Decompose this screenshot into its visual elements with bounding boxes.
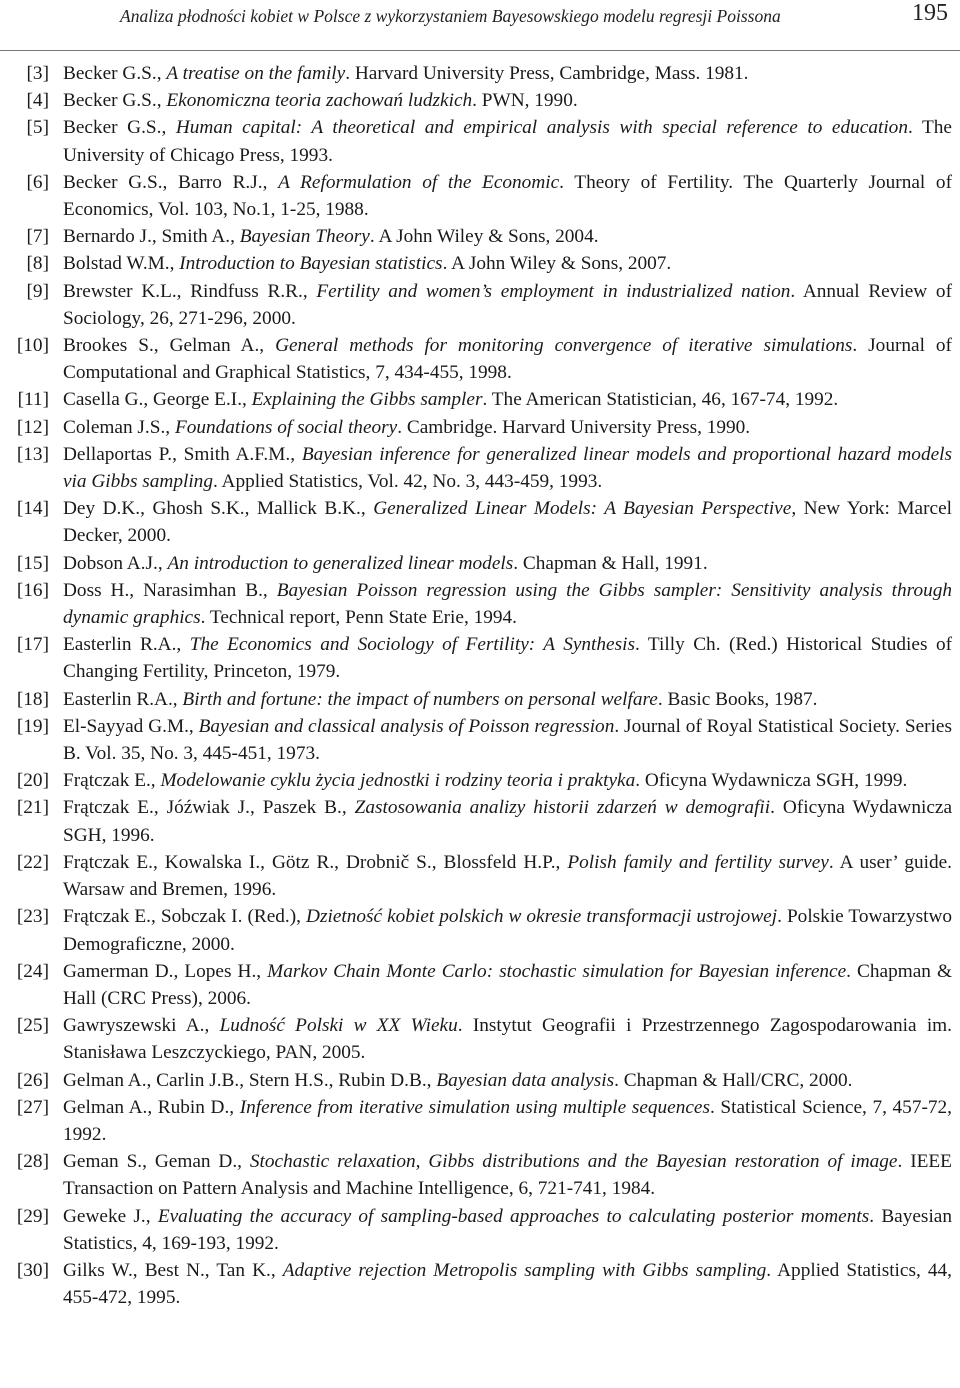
reference-text [63, 852, 952, 900]
reference-item [0, 958, 960, 1012]
reference-authors: El-Sayyad G.M., [63, 715, 199, 737]
reference-source: . Harvard University Press, Cambridge, Mass. 1981. [345, 63, 749, 84]
reference-title: Bayesian Theory [239, 226, 370, 248]
reference-source: . PWN, 1990. [472, 90, 578, 112]
reference-number: [28] [16, 1151, 49, 1173]
reference-number: [11] [17, 389, 49, 411]
reference-title: Zastosowania analizy historii zdarzeń w demografii [354, 797, 771, 819]
reference-source: . Oficyna Wydawnicza SGH, 1996. [63, 797, 953, 846]
reference-title: Bayesian Poisson regression using the Gibbs sampler: Sensitivity analysis through dynamic graphics [63, 579, 953, 629]
reference-text [63, 172, 952, 220]
reference-authors: Gelman A., Carlin J.B., Stern H.S., Rubin D.B., [63, 1069, 437, 1091]
running-header [0, 0, 960, 51]
reference-authors: Doss H., Narasimhan B., [63, 579, 277, 601]
reference-source: . Journal of Royal Statistical Society. Series B. Vol. 35, No. 3, 445-451, 1973. [63, 715, 952, 765]
reference-title: Polish family and fertility survey [567, 851, 829, 873]
reference-source: . Polskie Towarzystwo Demograficzne, 2000. [63, 906, 953, 955]
reference-text [63, 1260, 952, 1308]
reference-source: . Chapman & Hall (CRC Press), 2006. [63, 960, 952, 1009]
reference-item [0, 495, 960, 549]
reference-text [63, 90, 578, 111]
reference-title: General methods for monitoring convergence of iterative simulations [275, 335, 853, 357]
reference-title: Birth and fortune: the impact of numbers on personal welfare [182, 688, 658, 710]
reference-title: Bayesian data analysis [436, 1069, 615, 1091]
reference-number: [16] [16, 579, 49, 601]
reference-text [63, 580, 952, 628]
reference-text [63, 1015, 952, 1063]
reference-item [0, 1203, 960, 1257]
reference-number: [23] [16, 906, 49, 928]
reference-number: [25] [16, 1015, 49, 1037]
reference-text [63, 797, 952, 845]
reference-authors: Becker G.S., Barro R.J., [63, 171, 279, 193]
reference-text [63, 716, 952, 764]
reference-item [0, 1094, 960, 1148]
reference-authors: Frątczak E., [63, 770, 161, 792]
reference-title: Inference from iterative simulation using multiple sequences [239, 1096, 710, 1118]
reference-item [0, 114, 960, 168]
reference-item [0, 60, 960, 87]
reference-item [0, 550, 960, 577]
reference-text [63, 417, 750, 438]
reference-number: [7] [26, 226, 49, 248]
reference-text [63, 634, 952, 682]
reference-authors: Bernardo J., Smith A., [63, 226, 240, 248]
reference-title: Bayesian inference for generalized linear models and proportional hazard models via Gibbs sampling [63, 443, 953, 493]
reference-number: [10] [16, 335, 49, 357]
reference-item [0, 1257, 960, 1311]
reference-title: Bayesian and classical analysis of Poisson regression [198, 715, 615, 737]
reference-text [63, 226, 599, 247]
reference-text [63, 1206, 952, 1254]
reference-source: . Statistical Science, 7, 457-72, 1992. [63, 1096, 952, 1145]
reference-item [0, 414, 960, 441]
reference-number: [26] [16, 1069, 49, 1091]
reference-item [0, 386, 960, 413]
page-number: 195 [912, 0, 948, 26]
reference-title: A treatise on the family [166, 63, 346, 84]
reference-source: . Applied Statistics, 44, 455-472, 1995. [63, 1259, 952, 1309]
reference-source: . Theory of Fertility. The Quarterly Journal of Economics, Vol. 103, No.1, 1-25, 1988. [63, 171, 952, 221]
reference-text [63, 1151, 952, 1199]
reference-number: [27] [16, 1096, 49, 1118]
reference-text [63, 553, 708, 574]
reference-source: . A user’ guide. Warsaw and Bremen, 1996. [63, 851, 952, 901]
reference-number: [8] [26, 253, 49, 275]
reference-source: . Chapman & Hall/CRC, 2000. [614, 1069, 853, 1091]
reference-authors: Dellaportas P., Smith A.F.M., [63, 443, 302, 465]
reference-number: [5] [26, 117, 49, 139]
reference-item [0, 577, 960, 631]
reference-text [63, 63, 748, 84]
reference-title: Evaluating the accuracy of sampling-based approaches to calculating posterior moments [157, 1205, 870, 1227]
reference-authors: Casella G., George E.I., [63, 389, 252, 411]
reference-number: [3] [26, 63, 49, 84]
reference-number: [9] [26, 280, 49, 302]
reference-list [0, 60, 960, 1311]
reference-number: [20] [16, 770, 49, 792]
reference-item [0, 686, 960, 713]
reference-authors: Easterlin R.A., [63, 688, 183, 710]
reference-item [0, 767, 960, 794]
reference-item [0, 441, 960, 495]
reference-item [0, 332, 960, 386]
reference-text [63, 281, 952, 329]
reference-number: [15] [16, 552, 49, 574]
reference-title: An introduction to generalized linear models [167, 552, 514, 574]
reference-number: [17] [16, 634, 49, 656]
reference-authors: Brewster K.L., Rindfuss R.R., [63, 280, 317, 302]
reference-text [63, 1097, 952, 1145]
reference-source: . Technical report, Penn State Erie, 1994. [200, 607, 517, 629]
reference-item [0, 849, 960, 903]
reference-title: Markov Chain Monte Carlo: stochastic simulation for Bayesian inference [267, 960, 847, 982]
reference-number: [13] [16, 443, 49, 465]
reference-number: [19] [16, 715, 49, 737]
reference-source: . The University of Chicago Press, 1993. [63, 117, 952, 166]
reference-authors: Frątczak E., Jóźwiak J., Paszek B., [63, 797, 355, 819]
reference-text [63, 335, 952, 383]
reference-number: [30] [16, 1259, 49, 1281]
reference-source: . The American Statistician, 46, 167-74, 1992. [482, 389, 839, 411]
reference-title: Adaptive rejection Metropolis sampling with Gibbs sampling [282, 1259, 767, 1281]
running-title: Analiza płodności kobiet w Polsce z wykorzystaniem Bayesowskiego modelu regresji Poissona [120, 6, 781, 26]
reference-source: . Tilly Ch. (Red.) Historical Studies of Changing Fertility, Princeton, 1979. [63, 634, 953, 683]
reference-source: . A John Wiley & Sons, 2004. [369, 226, 599, 248]
reference-item [0, 250, 960, 277]
reference-item [0, 169, 960, 223]
reference-text [63, 961, 952, 1009]
reference-title: Dzietność kobiet polskich w okresie transformacji ustrojowej [306, 906, 778, 928]
reference-number: [22] [16, 851, 49, 873]
reference-text [63, 1070, 852, 1091]
reference-authors: Bolstad W.M., [63, 253, 180, 275]
reference-text [63, 770, 907, 791]
reference-source: . Cambridge. Harvard University Press, 1990. [397, 416, 751, 438]
reference-authors: Brookes S., Gelman A., [63, 335, 276, 357]
reference-source: . A John Wiley & Sons, 2007. [442, 253, 672, 275]
reference-title: Ludność Polski w XX Wieku [219, 1015, 458, 1037]
reference-text [63, 253, 671, 274]
reference-item [0, 1067, 960, 1094]
reference-title: Ekonomiczna teoria zachowań ludzkich [166, 90, 473, 112]
reference-authors: Gamerman D., Lopes H., [63, 960, 268, 982]
reference-text [63, 906, 952, 954]
reference-text [63, 689, 817, 710]
reference-authors: Becker G.S., [63, 90, 167, 112]
reference-number: [4] [26, 90, 49, 112]
reference-text [63, 444, 952, 492]
reference-text [63, 389, 838, 410]
reference-source: . Instytut Geografii i Przestrzennego Zagospodarowania im. Stanisława Leszczyckiego, PAN, 2005. [63, 1015, 952, 1064]
reference-source: . Journal of Computational and Graphical Statistics, 7, 434-455, 1998. [63, 335, 952, 384]
reference-authors: Dey D.K., Ghosh S.K., Mallick B.K., [63, 498, 374, 520]
reference-source: . Applied Statistics, Vol. 42, No. 3, 443-459, 1993. [212, 471, 603, 493]
reference-title: Introduction to Bayesian statistics [179, 253, 443, 275]
reference-number: [24] [16, 960, 49, 982]
reference-title: Fertility and women’s employment in industrialized nation [316, 280, 791, 302]
reference-item [0, 223, 960, 250]
reference-number: [21] [16, 797, 49, 819]
reference-title: Foundations of social theory [174, 416, 398, 438]
reference-number: [14] [16, 498, 49, 520]
reference-source: . Chapman & Hall, 1991. [513, 552, 708, 574]
reference-authors: Becker G.S., [63, 63, 167, 84]
reference-number: [18] [16, 688, 49, 710]
reference-item [0, 631, 960, 685]
reference-title: Stochastic relaxation, Gibbs distributions and the Bayesian restoration of image [249, 1151, 898, 1173]
reference-number: [12] [16, 416, 49, 438]
reference-authors: Gelman A., Rubin D., [63, 1096, 240, 1118]
reference-authors: Becker G.S., [63, 117, 176, 139]
reference-authors: Geweke J., [63, 1205, 158, 1227]
reference-item [0, 1012, 960, 1066]
reference-number: [29] [16, 1205, 49, 1227]
reference-authors: Easterlin R.A., [63, 634, 190, 656]
reference-title: Generalized Linear Models: A Bayesian Perspective [373, 498, 792, 520]
reference-source: , New York: Marcel Decker, 2000. [63, 498, 953, 547]
reference-item [0, 1148, 960, 1202]
reference-authors: Geman S., Geman D., [63, 1151, 250, 1173]
reference-item [0, 903, 960, 957]
reference-item [0, 794, 960, 848]
reference-authors: Coleman J.S., [63, 416, 175, 438]
reference-text [63, 117, 952, 165]
reference-source: . Oficyna Wydawnicza SGH, 1999. [635, 770, 908, 792]
reference-source: . Bayesian Statistics, 4, 169-193, 1992. [63, 1205, 952, 1254]
reference-authors: Gilks W., Best N., Tan K., [63, 1259, 283, 1281]
reference-title: The Economics and Sociology of Fertility: A Synthesis [189, 634, 635, 656]
reference-source: . IEEE Transaction on Pattern Analysis and Machine Intelligence, 6, 721-741, 1984. [63, 1151, 952, 1200]
reference-authors: Dobson A.J., [63, 552, 168, 574]
reference-source: . Annual Review of Sociology, 26, 271-296, 2000. [63, 280, 952, 329]
reference-authors: Frątczak E., Sobczak I. (Red.), [63, 906, 307, 928]
reference-title: Explaining the Gibbs sampler [251, 389, 483, 411]
reference-item [0, 278, 960, 332]
reference-authors: Frątczak E., Kowalska I., Götz R., Drobnič S., Blossfeld H.P., [63, 851, 568, 873]
reference-item [0, 87, 960, 114]
reference-title: Human capital: A theoretical and empirical analysis with special reference to education [175, 117, 908, 139]
reference-title: A Reformulation of the Economic [278, 171, 560, 193]
reference-source: . Basic Books, 1987. [657, 688, 818, 710]
reference-number: [6] [26, 171, 49, 193]
reference-authors: Gawryszewski A., [63, 1015, 220, 1037]
reference-title: Modelowanie cyklu życia jednostki i rodziny teoria i praktyka [160, 770, 636, 792]
reference-item [0, 713, 960, 767]
reference-text [63, 498, 952, 546]
